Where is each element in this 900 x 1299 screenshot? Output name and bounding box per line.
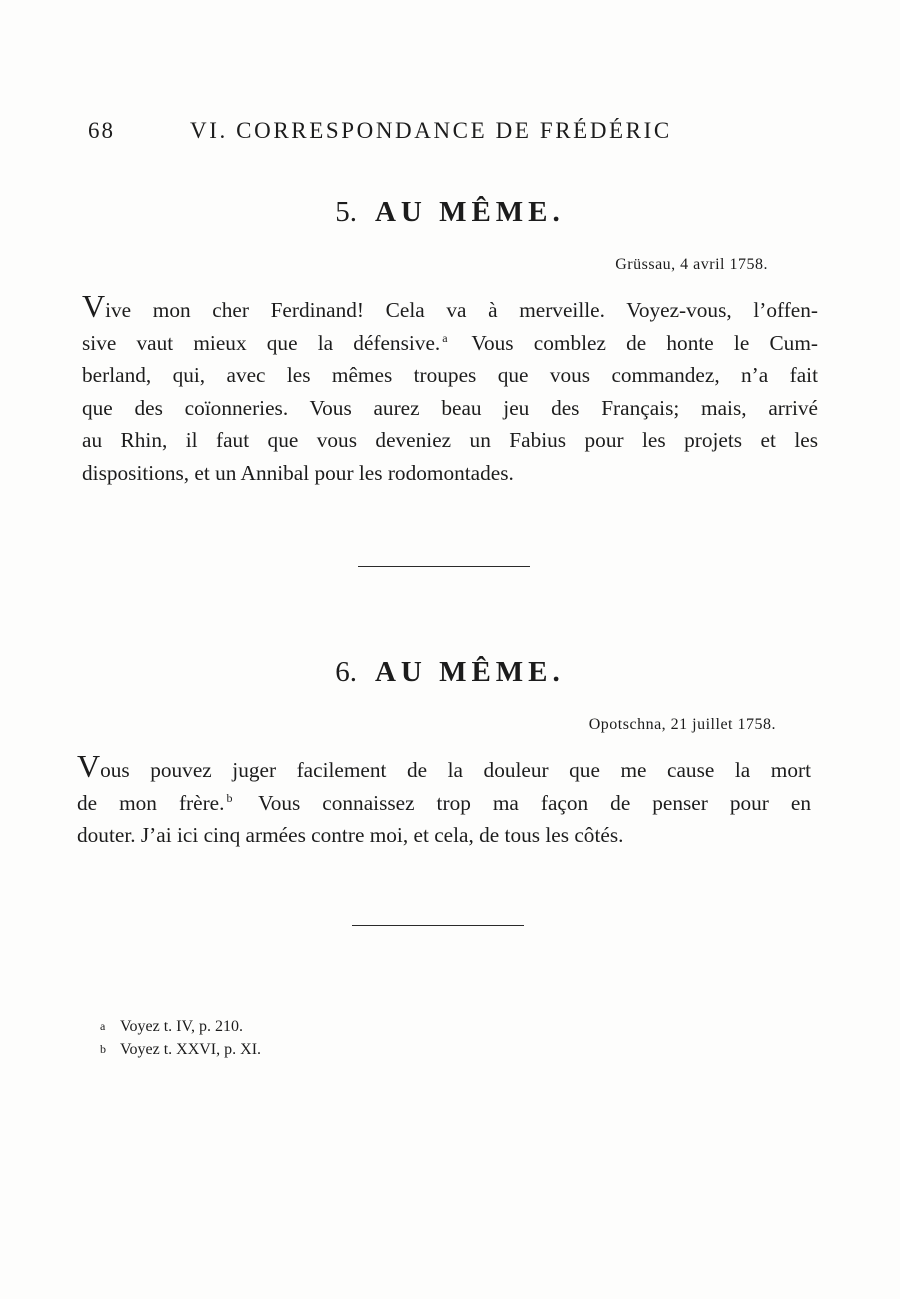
text-line: Vive mon cher Ferdinand! Cela va à merveille. Voyez-vous, l’offen- [82,288,818,324]
text-line: au Rhin, il faut que vous deveniez un Fabius pour les projets et les [82,428,818,453]
section-divider [358,566,530,567]
footnote [100,1038,261,1061]
text-line: douter. J’ai ici cinq armées contre moi, et cela, de tous les côtés. [77,823,624,848]
footnote-text: Voyez t. XXVI, p. XI. [120,1041,262,1058]
footnote-text: Voyez t. IV, p. 210. [120,1018,243,1035]
footnote-reference: a [442,330,448,345]
text-line: de mon frère. $^b$ Vous connaissez trop ma façon de penser pour en [77,790,811,815]
section-divider [352,925,524,926]
letter-heading-6 [0,656,900,689]
letter-heading-text: AU MÊME. [374,196,565,228]
footnotes [100,1015,261,1061]
footnote [100,1015,261,1038]
footnote-reference: b [226,790,233,805]
page-number: 68 [88,118,115,143]
text-line: que des coïonneries. Vous aurez beau jeu des Français; mais, arrivé [82,395,818,420]
letter-body-6 [77,750,811,852]
footnote-mark: b [100,1042,106,1056]
text-line: berland, qui, avec les mêmes troupes que vous commandez, n’a fait [82,363,818,388]
text-line: dispositions, et un Annibal pour les rodomontades. [82,460,514,485]
letter-body-5 [82,290,818,490]
letter-heading-text: AU MÊME. [374,656,565,688]
letter-number: 5. [335,196,357,228]
text-line: sive vaut mieux que la défensive. $^a$ Vous comblez de honte le Cum- [82,330,818,355]
dateline: Grüssau, 4 avril 1758. [615,256,768,273]
letter-heading-5 [0,196,900,229]
running-title: VI. CORRESPONDANCE DE FRÉDÉRIC [190,118,672,143]
letter-number: 6. [335,656,357,688]
footnote-mark: a [100,1019,106,1033]
drop-cap: V [77,748,101,784]
text-line: Vous pouvez juger facilement de la douleur que me cause la mort [77,748,811,784]
drop-cap: V [82,288,106,324]
dateline: Opotschna, 21 juillet 1758. [588,716,776,733]
